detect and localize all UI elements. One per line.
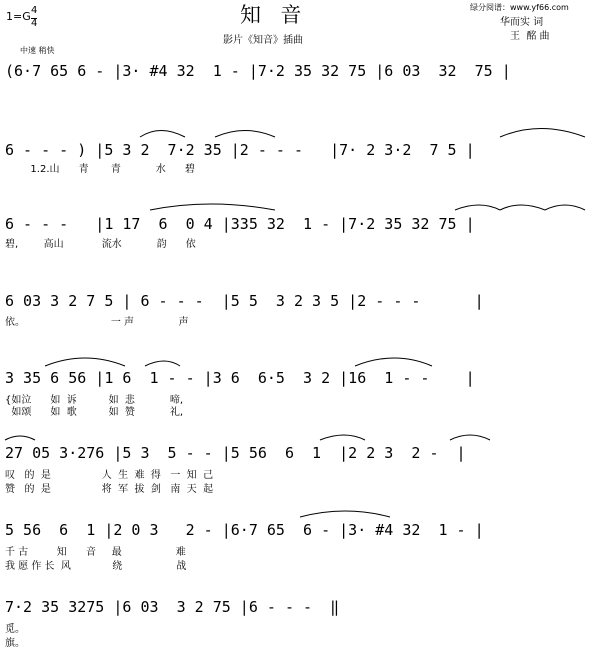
song-title: 知 音	[240, 3, 304, 27]
lyric-line-6b: 赞 的 是 将 军 拔 剑 南 天 起	[5, 484, 214, 495]
key-signature: 1=G	[6, 10, 31, 23]
site-watermark: 绿分阅谱：www.yf66.com	[470, 3, 569, 12]
lyric-line-5a: {如泣 如 诉 如 悲 啼,	[5, 395, 184, 406]
score-line-6: 27 05 3·276 |5 3 5 - - |5 56 6 1 |2 2 3 2 - |	[5, 444, 466, 462]
slur	[500, 205, 545, 210]
lyricist: 华而实 词	[500, 17, 544, 28]
film-subtitle: 影片《知音》插曲	[223, 35, 303, 46]
slur	[150, 204, 275, 210]
lyric-line-4: 依。 一 声 声	[5, 317, 189, 328]
score-line-2: 6 - - - ) |5 3 2 7·2 35 |2 - - - |7· 2 3·2 7 5 |	[5, 141, 475, 159]
score-line-5: 3 35 6 56 |1 6 1 - - |3 6 6·5 3 2 |16 1 - - |	[5, 369, 475, 387]
slur	[450, 435, 490, 440]
score-line-4: 6 03 3 2 7 5 | 6 - - - |5 5 3 2 3 5 |2 - - - |	[5, 292, 484, 310]
lyric-line-6a: 叹 的 是 人 生 难 得 一 知 己	[5, 470, 214, 481]
slur	[45, 358, 125, 366]
slur	[320, 435, 365, 440]
score-line-1: (6·7 65 6 - |3· #4 32 1 - |7·2 35 32 75 |6 03 32 75 |	[5, 62, 511, 80]
slur	[355, 358, 432, 366]
slur	[300, 511, 390, 517]
lyric-line-8a: 觅。	[5, 624, 25, 635]
slur	[455, 205, 500, 210]
lyric-line-8b: 旗。	[5, 638, 25, 649]
tempo-marking: 中速 稍快	[20, 46, 55, 55]
score-line-3: 6 - - - |1 17 6 0 4 |335 32 1 - |7·2 35 32 75 |	[5, 215, 475, 233]
composer: 王 酩 曲	[510, 31, 550, 42]
slur	[500, 129, 585, 138]
lyric-line-3: 碧, 高山 流水 韵 依	[5, 239, 196, 250]
lyric-line-2: 1.2.山 青 青 水 碧	[5, 164, 195, 175]
score-line-7: 5 56 6 1 |2 0 3 2 - |6·7 65 6 - |3· #4 32 1 - |	[5, 521, 484, 539]
slur	[140, 131, 185, 138]
lyric-line-7b: 我 愿 作 长 风 绕 战	[5, 561, 187, 572]
time-signature-bottom: 4	[31, 18, 38, 29]
time-signature-top: 4	[31, 5, 38, 16]
slur	[145, 361, 180, 366]
lyric-line-5b: 如颂 如 歌 如 赞 礼,	[5, 407, 184, 418]
score-line-8: 7·2 35 3275 |6 03 3 2 75 |6 - - - ‖	[5, 598, 340, 616]
slur	[5, 436, 35, 440]
slur	[215, 131, 275, 138]
lyric-line-7a: 千 古 知 音 最 难	[5, 547, 186, 558]
slur	[545, 205, 585, 210]
